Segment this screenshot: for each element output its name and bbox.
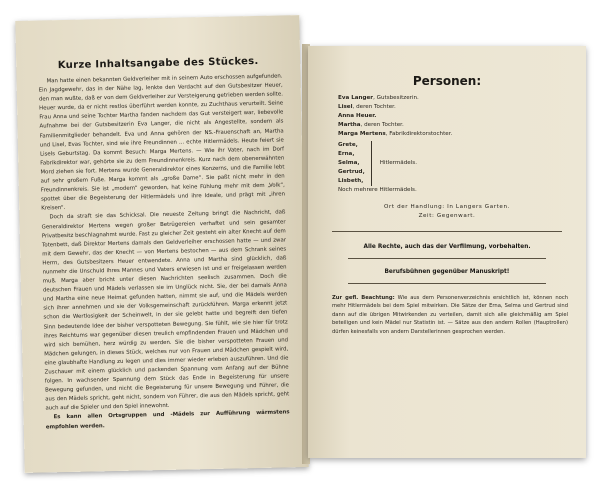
cast-heading: Personen: [412,74,482,88]
cast-row: Eva Langer , Gutsbesitzerin. [338,95,419,101]
right-page [308,46,586,458]
summary-paragraph-2: Doch da straft sie das Schicksal. Die neueste Zeitung bringt die Nachricht, daß Generaldirektor Mertens wegen großer Betrügereien verhaftet und sein gesamter Privatbesitz beschlagnahmt wurde. Fast zu gleicher Zeit gesteht ein alter Knecht auf dem Totenbett, daß Direktor Mertens damals den Geldverleiher erschossen hatte — und zwar mit dem Gewehr, das der Knecht — von Mertens bestochen — aus dem Schrank seines Herrn, des Gutsbesitzers Heuer entwendete. Anna und Martha sind glücklich, daß nunmehr die Unschuld ihres Mannes und Vaters erwiesen ist und er freigelassen werden muß. Marga aber bricht unter diesen Nachrichten seelisch zusammen. Doch die deutschen Frauen und Mädels verlassen sie im Unglück nicht. Sie, der bei damals Anna und Martha eine neue Heimat gefunden hatten, nimmt sie auf, und die Mädels werden sich ihrer annehmen und sie der Volksgemeinschaft zurückführen. Marga erkennt jetzt schon die Wertlosigkeit der Scheinwelt, in der sie gelebt hatte und begreift den tiefen Sinn bedeutende Idee der bisher verspotteten Bewegung. Sie fühlt, wie sie hier für trotz ihres Reichtums war gegenüber diesen treulich empfindenden Frauen und Mädchen und wird sich bemühen, herz würdig zu werden. Sie die bisher verspotteten Frauen und Mädchen gelungen, in dieses Stück, welches nur von Frauen und Mädchen gespielt wird, eine glaubhafte Handlung zu legen und dies immer wieder erleben auszuführen. Und die Zuschauer mit einem glücklich und packenden Spannung vom Anfang auf der Bühne folgen. In wachsender Spannung dem Stück das Ende in Begeisterung für unsere Bewegung gefunden, und nicht die Begeisterung für unsere Bewegung und Führer, die aus den Mädels spricht, geht nicht, sondern von Führer, die aus den Mädels spricht, geht auch auf die Spieler und den Spiel innewohnt. [41,209,290,412]
divider [348,258,546,259]
cast-name: Lisel [338,104,353,110]
divider [348,283,546,284]
performance-note [308,294,586,336]
manuscript-notice: Berufsbühnen gegenüber Manuskript! [384,269,510,275]
cast-name: Gertrud, [338,169,365,175]
cast-name: Lisbeth, [338,178,364,184]
cast-name: Grete, [338,142,358,148]
summary-title: Kurze Inhaltsangabe des Stückes. [57,55,259,72]
open-booklet [16,10,588,472]
cast-role: Fabrikdirektorstochter. [389,131,453,137]
note-body: Wie aus dem Personenverzeichnis ersichtlich ist, können noch mehr Hitlermädels bei dem Spiel mitwirken. Die Sätze der Erna, Selma und Gertrud sind dann auf die übrigen Mitwirkenden zu verteilen, damit sich alle gleichmäßig am Spiel beteiligen und kein Mädel nur Statistin ist. — Sätze aus den andern Rollen (Hauptrollen) dürfen keinesfalls von andern Darstellerinnen gesprochen werden. [332,295,568,335]
cast-name: Martha [338,122,361,128]
summary-paragraph-1: Man hatte einen bekannten Geldverleiher mit in seinem Auto erschossen aufgefunden. Ein Jagdgewehr, das in der Nähe lag, lenkte den Verdacht auf den Gutsbesitzer Heuer, den man wußte, daß er von dem Geldverleiher zur Versteigerung getrieben werden sollte. Heuer wurde, da er nicht restlos überführt werden konnte, zu Zuchthaus verurteilt. Seine Frau Anna und seine Tochter Martha fanden nachdem das Gut versteigert war, liebevolle Aufnahme bei der Gutsbesitzerin Eva Langer, die nicht als Angestellte, sondern als Familienmitglieder behandelt. Eva und Anna gehören der NS.-Frauenschaft an, Martha und Lisel, Evas Tochter, sind wie ihre Freundinnen ... echte Hitlermädels. Heute feiert sie Lisels Geburtstag. Da kommt Besuch: Marga Mertens. — Wie ihr Vater, nach im Dorf Fabrikdirektor war, gehörte sie zu dem Freundinnenkreis. Kurz nach dem obenerwähnten Mord ziehen sie fort. Mertens wurde Generaldirektor eines Konzerns, und die Familie lebt auf sehr großem Fuße. Marga kommt als „große Dame“. Sie paßt nicht mehr in den Freundinnenkreis. Sie ist „modern“ geworden, hat keine Fühlung mehr mit dem „Volk“, spottet über die Begeisterung der Hitlermädels und ihre Ideale, und prägt mit „ihren Kreisen“. [38,73,286,212]
left-page [15,15,308,473]
divider [332,231,562,232]
cast-row: Marga Mertens , Fabrikdirektorstochter. [338,131,453,137]
setting-block [308,203,586,221]
setting-time: Zeit: Gegenwart. [418,213,476,219]
cast-extra: Noch mehrere Hitlermädels. [338,187,417,193]
setting-place: Ort der Handlung: In Langers Garten. [384,204,510,210]
cast-role: deren Tochter. [356,104,396,110]
cast-group [338,141,566,186]
cast-name: Anna Heuer. [338,113,377,119]
cast-name: Erna, [338,151,355,157]
cast-row: Martha , deren Tochter. [338,122,404,128]
cast-group-names [338,141,372,186]
cast-role: deren Tochter. [364,122,404,128]
cast-list [308,94,586,195]
cast-group-role: Hitlermädels. [379,160,417,166]
cast-name: Marga Mertens [338,131,386,137]
summary-closing: Es kann allen Ortsgruppen und -Mädels zur Aufführung wärmstens empfohlen werden. [45,409,290,431]
rights-notice: Alle Rechte, auch das der Verfilmung, vorbehalten. [363,244,531,250]
cast-name: Selma, [338,160,360,166]
cast-name: Eva Langer [338,95,374,101]
note-lead: Zur gefl. Beachtung: [332,295,395,301]
summary-body [16,72,307,433]
cast-row: Lisel , deren Tochter. [338,104,396,110]
cast-row [338,112,566,121]
cast-role: Gutsbesitzerin. [376,95,419,101]
